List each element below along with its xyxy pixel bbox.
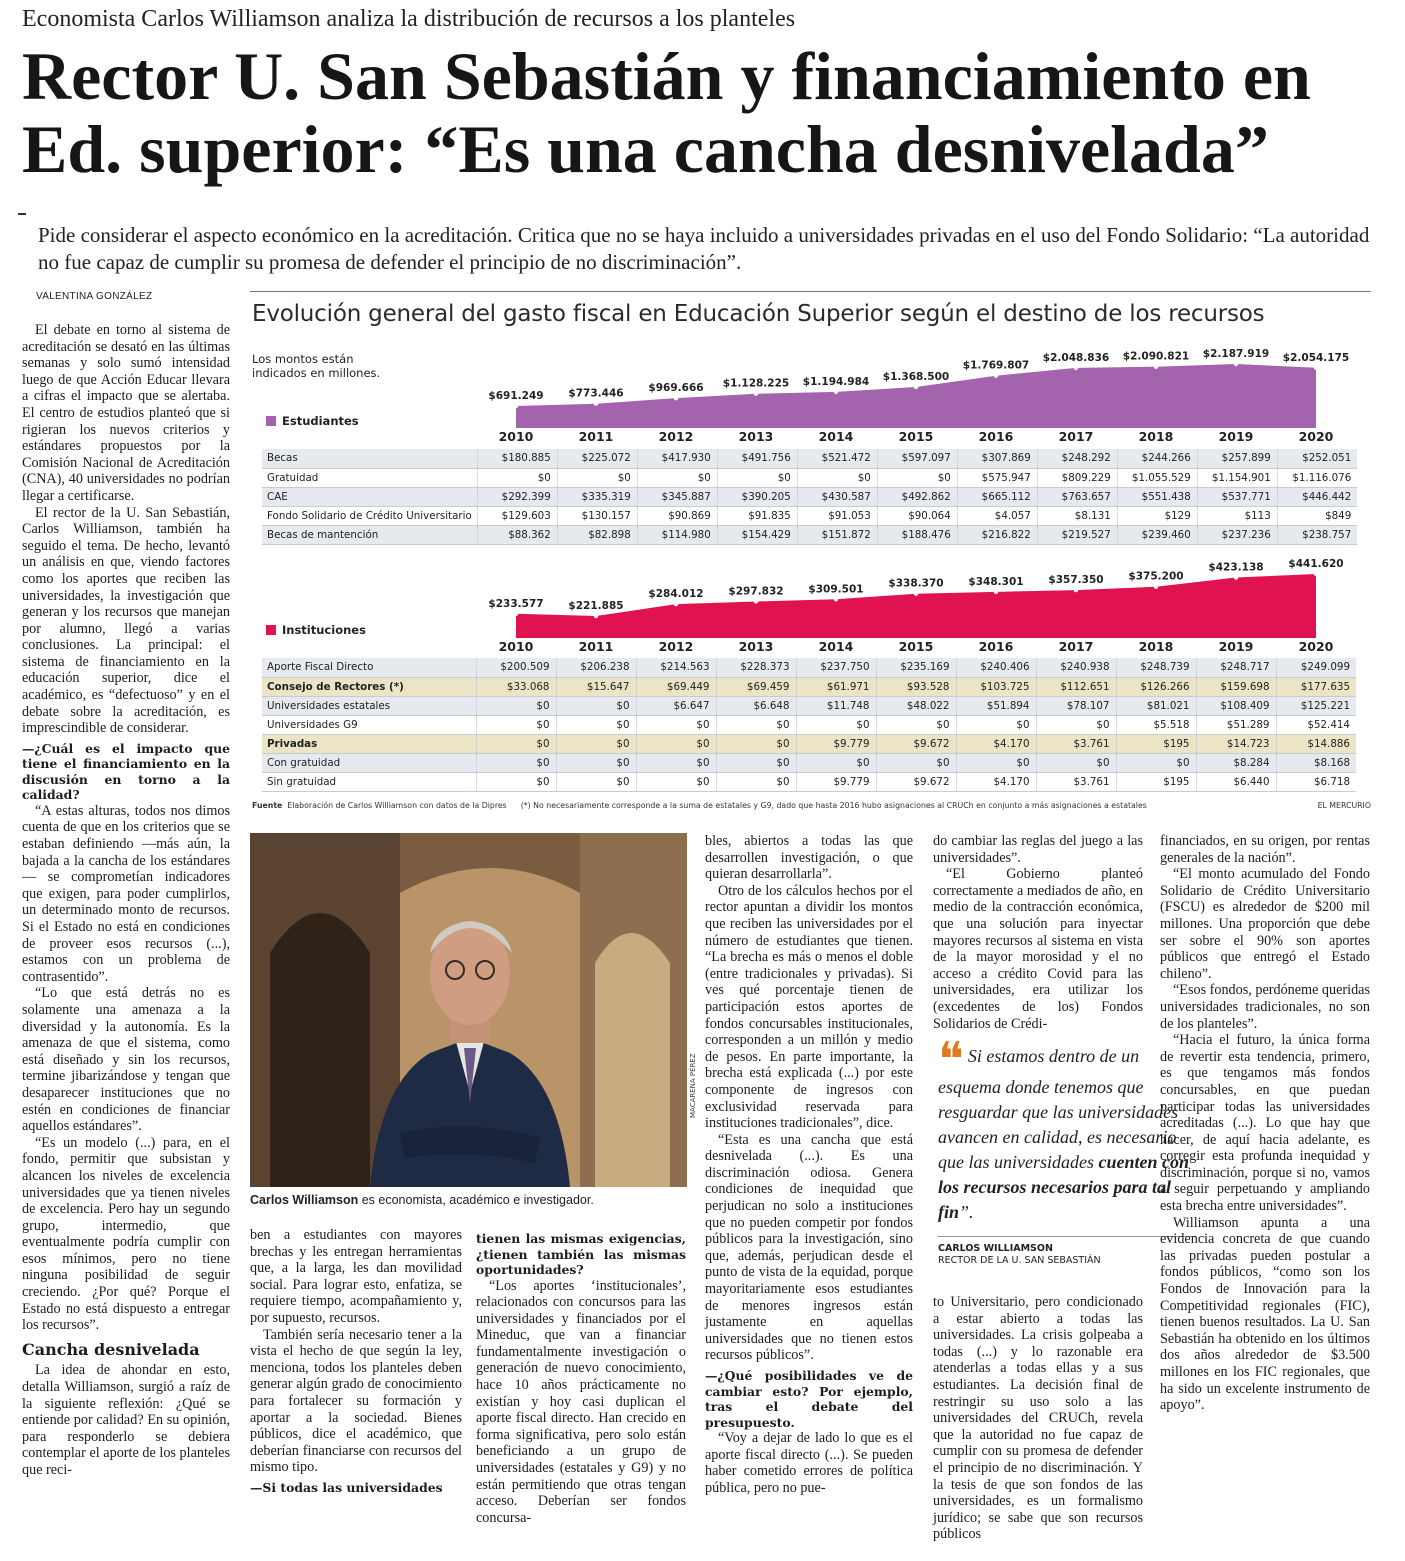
table-cell: $248.739 <box>1116 658 1196 677</box>
caption-name: Carlos Williamson <box>250 1193 359 1207</box>
table-cell: $0 <box>477 468 557 487</box>
table-cell: $0 <box>476 772 556 791</box>
table-cell: $0 <box>876 753 956 772</box>
table-cell: $129 <box>1117 506 1197 525</box>
data-label: $284.012 <box>648 588 704 601</box>
data-point <box>1074 366 1078 370</box>
table-cell: $492.862 <box>877 487 957 506</box>
table-cell: $51.289 <box>1196 715 1276 734</box>
data-point <box>834 390 838 394</box>
table-cell: $551.438 <box>1117 487 1197 506</box>
body-paragraph: “Esta es una cancha que está desnivelada (...). Es una discriminación odiosa. Genera condiciones de inequidad que perjudican no solo a instituciones que no pueden competir por fondos públicos para la investigación, sino que, además, perjudican desde el punto de vista de la equidad, porque mayoritariamente esos estudiantes de menores ingresos están justamente en aquellas universidades que no tienen estos recursos públicos”. <box>705 1131 913 1364</box>
body-paragraph: La idea de ahondar en esto, detalla Williamson, surgió a raíz de la siguiente reflexión: ¿Qué se entiende por calidad? En su opinión, para responderlo se debiera contemplar el aporte de los planteles que reci- <box>22 1362 230 1478</box>
chart-footnote: (*) No necesariamente corresponde a la suma de estatales y G9, dado que hasta 2016 hubo asignaciones al CRUCh en conjunto a más asignaciones a estatales <box>520 801 1147 810</box>
body-paragraph: El debate en torno al sistema de acreditación se desató en las últimas semanas y solo sumó intensidad luego de que Acción Educar llevara a cifras el impacto que se alertaba. El centro de estudios planteó que si rigieran los nuevos criterios y estándares propuestos por la Comisión Nacional de Acreditación (CNA), 40 universidades no podrían llegar a certificarse. <box>22 322 230 504</box>
table-cell: $430.587 <box>797 487 877 506</box>
table-cell: $195 <box>1116 772 1196 791</box>
row-label: Universidades G9 <box>262 715 476 734</box>
data-point <box>674 602 678 606</box>
chart-title: Evolución general del gasto fiscal en Educación Superior según el destino de los recursos <box>252 301 1265 327</box>
data-label: $2.187.919 <box>1202 348 1270 360</box>
table-cell: $82.898 <box>557 525 637 544</box>
table-cell: $0 <box>556 715 636 734</box>
table-cell: $0 <box>636 715 716 734</box>
table-cell: $240.406 <box>956 658 1036 677</box>
table-cell: $8.131 <box>1037 506 1117 525</box>
table-cell: $0 <box>637 468 717 487</box>
table-cell: $33.068 <box>476 677 556 696</box>
row-label: Becas de mantención <box>262 525 477 544</box>
source-label: Fuente <box>252 801 283 810</box>
chart-units-note: Los montos están indicados en millones. <box>252 352 381 380</box>
data-label: $1.769.807 <box>962 359 1030 372</box>
table-cell: $4.170 <box>956 734 1036 753</box>
table-cell: $345.887 <box>637 487 717 506</box>
year-tick-label: 2019 <box>1218 639 1254 654</box>
chart-source <box>252 801 1371 810</box>
data-label: $1.194.984 <box>802 375 870 388</box>
data-point <box>514 404 518 408</box>
body-paragraph: “Lo que está detrás no es solamente una amenaza a la diversidad y la autonomía. Es la amenaza de que el sistema, como está diseñado y sin los recursos, termine jibarizándose y tengan que desaparecer instituciones que no estén en condiciones de financiar aquellos estándares”. <box>22 985 230 1135</box>
data-label: $773.446 <box>568 387 624 400</box>
photo-caption <box>250 1193 594 1207</box>
body-paragraph: bles, abiertos a todas las que desarrollen investigación, o que quieran desarrollarla”. <box>705 833 913 883</box>
table-cell: $0 <box>796 715 876 734</box>
table-cell: $0 <box>956 753 1036 772</box>
table-cell: $114.980 <box>637 525 717 544</box>
body-paragraph: “El Gobierno planteó correctamente a mediados de año, en medio de la contracción económica, que una solución para inyectar mayores recursos al sistema en vista de la mayor morosidad y el no acceso a crédito Covid para las universidades, era utilizar los (excedentes de los) Fondos Solidarios de Crédi- <box>933 866 1143 1032</box>
table-cell: $0 <box>716 753 796 772</box>
table-cell: $9.672 <box>876 734 956 753</box>
source-text: Elaboración de Carlos Williamson con datos de la Dipres <box>287 801 507 810</box>
row-label: Consejo de Rectores (*) <box>262 677 476 696</box>
photo-credit: MACARENA PÉREZ <box>689 1053 697 1118</box>
pull-quote-rule <box>938 1236 1196 1237</box>
body-paragraph: to Universitario, pero condicionado a estar abierto a todas las universidades. La crisis golpeaba a todas (...) y lo razonable era atenderlas a todas ellas y a sus estudiantes. La decisión final de restringir su uso solo a las universidades del CRUCh, revela que la autoridad no fue capaz de cumplir con su promesa de defender el principio de no discriminación. Y la tesis de que son fondos de las universidades, es un formalismo jurídico; se sabe que son recursos públicos <box>933 1294 1143 1543</box>
year-tick-label: 2020 <box>1298 429 1334 444</box>
data-label: $297.832 <box>728 585 784 598</box>
table-cell: $91.053 <box>797 506 877 525</box>
data-point <box>754 392 758 396</box>
data-label: $357.350 <box>1048 574 1104 587</box>
year-tick-label: 2014 <box>818 639 854 654</box>
row-label: CAE <box>262 487 477 506</box>
table-cell: $78.107 <box>1036 696 1116 715</box>
data-point <box>594 614 598 618</box>
year-tick-label: 2018 <box>1138 639 1174 654</box>
table-cell: $188.476 <box>877 525 957 544</box>
table-cell: $235.169 <box>876 658 956 677</box>
year-tick-label: 2011 <box>578 429 614 444</box>
year-tick-label: 2011 <box>578 639 614 654</box>
table-cell: $0 <box>556 753 636 772</box>
table-cell: $228.373 <box>716 658 796 677</box>
table-cell: $113 <box>1197 506 1277 525</box>
table-cell: $216.822 <box>957 525 1037 544</box>
data-label: $1.368.500 <box>882 370 950 383</box>
table-cell: $249.099 <box>1276 658 1356 677</box>
byline: VALENTINA GONZÁLEZ <box>36 291 153 302</box>
pull-quote <box>938 1032 1198 1225</box>
body-column-3 <box>476 1227 686 1526</box>
body-paragraph: Williamson apunta a una evidencia concreta de que cuando las privadas pueden postular a fondos públicos, “como son los Fondos de Innovación para la Competitividad regionales (FIC), tienen buenos resultados. La U. San Sebastián ha obtenido en los últimos dos años alrededor de $3.500 millones en los FIC regionales, que ha sido un excelente instrumento de apoyo”. <box>1160 1214 1370 1414</box>
table-cell: $0 <box>556 734 636 753</box>
interview-question: —¿Qué posibilidades ve de cambiar esto? Por ejemplo, tras el debate del presupuesto. <box>705 1368 913 1430</box>
table-cell: $3.761 <box>1036 734 1116 753</box>
table-cell: $575.947 <box>957 468 1037 487</box>
table-cell: $6.440 <box>1196 772 1276 791</box>
year-tick-label: 2015 <box>898 429 934 444</box>
table-cell: $521.472 <box>797 449 877 468</box>
table-cell: $248.717 <box>1196 658 1276 677</box>
data-point <box>994 590 998 594</box>
table-cell: $9.779 <box>796 734 876 753</box>
table-row <box>262 658 1356 677</box>
year-tick-label: 2012 <box>658 639 694 654</box>
caption-text: es economista, académico e investigador. <box>358 1193 594 1207</box>
body-column-5-top <box>933 833 1143 1032</box>
table-cell: $214.563 <box>636 658 716 677</box>
body-paragraph: Otro de los cálculos hechos por el rector apuntan a dividir los montos que reciben las universidades por el número de estudiantes que tienen. “La brecha es más o menos el doble (entre tradicionales y privadas). Si ves qué porcentaje tienen de participación estos aportes de fondos concursables institucionales, corresponden a un millón y medio de pesos. En parte importante, la brecha está explicada (...) por este componente de ingresos con exclusividad reservada para instituciones tradicionales”, dice. <box>705 882 913 1132</box>
table-row <box>262 753 1356 772</box>
table-cell: $6.718 <box>1276 772 1356 791</box>
table-cell: $14.886 <box>1276 734 1356 753</box>
table-cell: $52.414 <box>1276 715 1356 734</box>
table-cell: $14.723 <box>1196 734 1276 753</box>
legend-swatch-instituciones <box>266 625 276 635</box>
table-cell: $0 <box>636 772 716 791</box>
table-cell: $6.647 <box>636 696 716 715</box>
table-cell: $103.725 <box>956 677 1036 696</box>
table-cell: $237.750 <box>796 658 876 677</box>
row-label: Fondo Solidario de Crédito Universitario <box>262 506 477 525</box>
year-tick-label: 2017 <box>1058 639 1094 654</box>
table-row <box>262 487 1357 506</box>
estudiantes-year-row <box>476 429 1356 444</box>
table-cell: $6.648 <box>716 696 796 715</box>
table-cell: $225.072 <box>557 449 637 468</box>
data-point <box>994 374 998 378</box>
table-cell: $126.266 <box>1116 677 1196 696</box>
table-cell: $0 <box>717 468 797 487</box>
body-paragraph: financiados, en su origen, por rentas generales de la nación”. <box>1160 833 1370 866</box>
table-cell: $3.761 <box>1036 772 1116 791</box>
estudiantes-table <box>262 449 1357 545</box>
body-paragraph: “Esos fondos, perdóneme queridas universidades tradicionales, no son de los planteles”. <box>1160 982 1370 1032</box>
table-cell: $335.319 <box>557 487 637 506</box>
legend-instituciones <box>266 623 366 637</box>
pull-author-role: RECTOR DE LA U. SAN SEBASTIÁN <box>938 1255 1101 1266</box>
body-paragraph: “Es un modelo (...) para, en el fondo, permitir que subsistan y alcancen los niveles de excelencia universidades que ya tienen niveles de excelencia. Pero hay un segundo grupo, intermedio, que eventualmente podría cumplir con esos mínimos, pero no tiene ninguna posibilidad de seguir creciendo. ¿Por qué? Porque el Estado no está dispuesto a entregar los recursos”. <box>22 1134 230 1334</box>
body-column-5-bottom <box>933 1294 1143 1543</box>
table-row <box>262 449 1357 468</box>
table-cell: $0 <box>1036 715 1116 734</box>
table-cell: $130.157 <box>557 506 637 525</box>
estudiantes-area-chart <box>470 346 1370 428</box>
table-cell: $292.399 <box>477 487 557 506</box>
table-cell: $0 <box>716 772 796 791</box>
interview-question: tienen las mismas exigencias, ¿tienen también las mismas oportunidades? <box>476 1231 686 1277</box>
body-column-4 <box>705 833 913 1496</box>
body-paragraph: do cambiar las reglas del juego a las universidades”. <box>933 833 1143 866</box>
table-cell: $849 <box>1277 506 1357 525</box>
data-point <box>1314 572 1318 576</box>
body-paragraph: “Los aportes ‘institucionales’, relacionados con concursos para las universidades y financiados por el Mineduc, que van a financiar fundamentalmente investigación o generación de nuevo conocimiento, hace 10 años prácticamente no existían y hoy casi duplican el aporte fiscal directo. Han crecido en forma significativa, pero solo están beneficiando a un grupo de universidades (estatales y G9) y no están permitiendo que otras tengan acceso. Deberían ser fondos concursa- <box>476 1277 686 1526</box>
table-cell: $0 <box>556 696 636 715</box>
section-heading: Cancha desnivelada <box>22 1339 200 1359</box>
table-cell: $219.527 <box>1037 525 1117 544</box>
body-paragraph: “Voy a dejar de lado lo que es el aporte fiscal directo (...). Se pueden haber cometido errores de política pública, pero no pue- <box>705 1430 913 1496</box>
table-cell: $446.442 <box>1277 487 1357 506</box>
table-cell: $0 <box>556 772 636 791</box>
year-tick-label: 2014 <box>818 429 854 444</box>
year-tick-label: 2016 <box>978 639 1014 654</box>
data-point <box>1154 365 1158 369</box>
table-cell: $180.885 <box>477 449 557 468</box>
table-cell: $1.116.076 <box>1277 468 1357 487</box>
table-cell: $0 <box>956 715 1036 734</box>
data-label: $691.249 <box>488 390 544 402</box>
pull-author-name: CARLOS WILLIAMSON <box>938 1243 1053 1254</box>
table-row <box>262 468 1357 487</box>
legend-swatch-estudiantes <box>266 416 276 426</box>
body-paragraph: “Hacia el futuro, la única forma de revertir esta tendencia, primero, es que tengamos más fondos concursables, en que puedan participar todas las universidades acreditadas (...). Lo que hay que hacer, de aquí hacia adelante, es corregir esta profunda inequidad y discriminación, porque si no, vamos a seguir perpetuando y ampliando esta brecha entre universidades”. <box>1160 1032 1370 1215</box>
year-tick-label: 2010 <box>498 639 534 654</box>
data-point <box>914 592 918 596</box>
table-cell: $240.938 <box>1036 658 1116 677</box>
table-cell: $129.603 <box>477 506 557 525</box>
year-tick-label: 2013 <box>738 429 774 444</box>
table-cell: $0 <box>476 696 556 715</box>
row-label: Privadas <box>262 734 476 753</box>
table-cell: $0 <box>476 734 556 753</box>
instituciones-area-chart <box>470 556 1370 638</box>
year-tick-label: 2018 <box>1138 429 1174 444</box>
table-row <box>262 734 1356 753</box>
data-label: $348.301 <box>968 575 1024 588</box>
pull-quote-end: ”. <box>959 1202 974 1222</box>
row-label: Becas <box>262 449 477 468</box>
portrait-illustration <box>250 833 687 1187</box>
table-cell: $665.112 <box>957 487 1037 506</box>
year-tick-label: 2016 <box>978 429 1014 444</box>
data-point <box>1234 575 1238 579</box>
table-cell: $307.869 <box>957 449 1037 468</box>
instituciones-year-row <box>476 639 1356 654</box>
table-row <box>262 715 1356 734</box>
data-label: $969.666 <box>648 382 704 395</box>
year-tick-label: 2012 <box>658 429 694 444</box>
data-label: $2.054.175 <box>1282 351 1350 364</box>
table-row <box>262 506 1357 525</box>
table-cell: $0 <box>557 468 637 487</box>
table-cell: $809.229 <box>1037 468 1117 487</box>
table-cell: $9.779 <box>796 772 876 791</box>
row-label: Gratuidad <box>262 468 477 487</box>
data-point <box>594 401 598 405</box>
legend-label-estudiantes: Estudiantes <box>282 414 359 428</box>
table-cell: $88.362 <box>477 525 557 544</box>
table-cell: $125.221 <box>1276 696 1356 715</box>
table-cell: $11.748 <box>796 696 876 715</box>
interview-question: —Si todas las universidades <box>250 1479 443 1495</box>
table-cell: $0 <box>636 753 716 772</box>
data-label: $221.885 <box>568 600 624 612</box>
body-column-1 <box>22 322 230 1479</box>
body-paragraph: El rector de la U. San Sebastián, Carlos Williamson, también ha seguido el tema. De hecho, levantó un análisis en que, viendo factores como los aportes que reciben las universidades, la investigación que generan y los recursos que manejan por alumno, llegó a varias conclusiones. La principal: el sistema de financiamiento en la educación superior, dice el académico, es “defectuoso” y en el debate sobre la acreditación, es imprescindible de considerar. <box>22 504 230 737</box>
brand-label: EL MERCURIO <box>1317 801 1371 810</box>
table-cell: $177.635 <box>1276 677 1356 696</box>
interview-question: —¿Cuál es el impacto que tiene el financiamiento en la discusión en torno a la calidad? <box>22 740 230 803</box>
table-cell: $0 <box>796 753 876 772</box>
pull-quote-author <box>938 1243 1101 1267</box>
table-cell: $763.657 <box>1037 487 1117 506</box>
data-point <box>1154 584 1158 588</box>
kicker: Economista Carlos Williamson analiza la distribución de recursos a los planteles <box>22 6 796 32</box>
data-point <box>754 599 758 603</box>
table-cell: $5.518 <box>1116 715 1196 734</box>
data-label: $309.501 <box>808 583 864 596</box>
table-cell: $90.869 <box>637 506 717 525</box>
body-paragraph: ben a estudiantes con mayores brechas y les entregan herramientas que, a la larga, les dan movilidad social. Para lograr esto, enfatiza, se requiere tiempo, acompañamiento y, por supuesto, recursos. <box>250 1227 462 1326</box>
data-label: $423.138 <box>1208 561 1264 574</box>
row-label: Aporte Fiscal Directo <box>262 658 476 677</box>
table-row <box>262 696 1356 715</box>
table-cell: $81.021 <box>1116 696 1196 715</box>
table-cell: $0 <box>1116 753 1196 772</box>
table-cell: $238.757 <box>1277 525 1357 544</box>
table-cell: $491.756 <box>717 449 797 468</box>
data-label: $338.370 <box>888 577 944 590</box>
table-cell: $248.292 <box>1037 449 1117 468</box>
table-row <box>262 677 1356 696</box>
table-cell: $195 <box>1116 734 1196 753</box>
pull-quote-bold: cuenten con los recursos necesarios para tal fin <box>938 1152 1189 1222</box>
table-cell: $159.698 <box>1196 677 1276 696</box>
table-cell: $9.672 <box>876 772 956 791</box>
table-cell: $206.238 <box>556 658 636 677</box>
table-cell: $390.205 <box>717 487 797 506</box>
table-cell: $417.930 <box>637 449 717 468</box>
table-cell: $0 <box>476 753 556 772</box>
table-row <box>262 525 1357 544</box>
table-cell: $200.509 <box>476 658 556 677</box>
row-label: Con gratuidad <box>262 753 476 772</box>
instituciones-table <box>262 658 1356 792</box>
data-point <box>914 385 918 389</box>
table-cell: $4.057 <box>957 506 1037 525</box>
table-cell: $0 <box>877 468 957 487</box>
row-label: Sin gratuidad <box>262 772 476 791</box>
body-paragraph: “El monto acumulado del Fondo Solidario de Crédito Universitario (FSCU) es alrededor de $200 mil millones. Una proporción que debe ser sobre el 90% son aportes públicos que entregó el Estado chileno”. <box>1160 866 1370 982</box>
table-cell: $0 <box>876 715 956 734</box>
data-point <box>674 396 678 400</box>
table-cell: $112.651 <box>1036 677 1116 696</box>
table-cell: $151.872 <box>797 525 877 544</box>
body-paragraph: “A estas alturas, todos nos dimos cuenta de que en los criterios que se estaban definiendo —más aún, la bajada a la cancha de los estándares— se comprometían indicadores que exigen, para poder cumplirlos, un determinado monto de recursos. Si el Estado no está en condiciones de proveer esos recursos (...), estamos con un problema de contrasentido”. <box>22 802 230 985</box>
data-label: $375.200 <box>1128 570 1184 583</box>
table-cell: $0 <box>476 715 556 734</box>
table-cell: $237.236 <box>1197 525 1277 544</box>
table-cell: $90.064 <box>877 506 957 525</box>
table-cell: $69.449 <box>636 677 716 696</box>
data-label: $1.128.225 <box>722 377 790 390</box>
year-tick-label: 2020 <box>1298 639 1334 654</box>
data-label: $2.090.821 <box>1122 350 1190 363</box>
table-cell: $108.409 <box>1196 696 1276 715</box>
year-tick-label: 2013 <box>738 639 774 654</box>
year-tick-label: 2015 <box>898 639 934 654</box>
year-tick-label: 2017 <box>1058 429 1094 444</box>
source-line <box>252 801 507 810</box>
data-point <box>834 597 838 601</box>
table-row <box>262 772 1356 791</box>
chart-top-rule <box>250 291 1371 292</box>
row-label: Universidades estatales <box>262 696 476 715</box>
table-cell: $91.835 <box>717 506 797 525</box>
table-cell: $252.051 <box>1277 449 1357 468</box>
table-cell: $0 <box>716 734 796 753</box>
year-tick-label: 2010 <box>498 429 534 444</box>
table-cell: $597.097 <box>877 449 957 468</box>
legend-estudiantes <box>266 414 359 428</box>
data-label: $233.577 <box>488 597 544 610</box>
deck: Pide considerar el aspecto económico en la acreditación. Critica que no se haya incluido a universidades privadas en el uso del Fondo Solidario: “La autoridad no fue capaz de cumplir su promesa de defender el principio de no discriminación”. <box>38 223 1370 274</box>
quote-mark-icon: ❝ <box>938 1032 964 1088</box>
table-cell: $4.170 <box>956 772 1036 791</box>
headline: Rector U. San Sebastián y financiamiento en Ed. superior: “Es una cancha desnivelada” <box>22 38 1311 187</box>
table-cell: $257.899 <box>1197 449 1277 468</box>
data-point <box>1234 362 1238 366</box>
table-cell: $1.055.529 <box>1117 468 1197 487</box>
table-cell: $1.154.901 <box>1197 468 1277 487</box>
body-column-6 <box>1160 833 1370 1414</box>
pull-quote-text: Si estamos dentro de un esquema donde tenemos que resguardar que las universidades avancen en calidad, es necesario que las universidades <box>938 1046 1179 1172</box>
table-cell: $51.894 <box>956 696 1036 715</box>
table-cell: $93.528 <box>876 677 956 696</box>
table-cell: $537.771 <box>1197 487 1277 506</box>
legend-label-instituciones: Instituciones <box>282 623 366 637</box>
body-column-2 <box>250 1227 462 1495</box>
table-cell: $244.266 <box>1117 449 1197 468</box>
table-cell: $0 <box>716 715 796 734</box>
table-cell: $69.459 <box>716 677 796 696</box>
table-cell: $15.647 <box>556 677 636 696</box>
table-cell: $61.971 <box>796 677 876 696</box>
data-label: $441.620 <box>1288 558 1344 570</box>
data-point <box>514 612 518 616</box>
table-cell: $0 <box>636 734 716 753</box>
table-cell: $8.284 <box>1196 753 1276 772</box>
table-cell: $0 <box>797 468 877 487</box>
table-cell: $48.022 <box>876 696 956 715</box>
table-cell: $239.460 <box>1117 525 1197 544</box>
deck-tick <box>18 213 26 215</box>
data-point <box>1314 366 1318 370</box>
table-cell: $8.168 <box>1276 753 1356 772</box>
data-point <box>1074 588 1078 592</box>
data-label: $2.048.836 <box>1042 351 1110 364</box>
table-cell: $154.429 <box>717 525 797 544</box>
year-tick-label: 2019 <box>1218 429 1254 444</box>
table-cell: $0 <box>1036 753 1116 772</box>
body-paragraph: También sería necesario tener a la vista el hecho de que según la ley, menciona, todos los planteles deben generar algún grado de conocimiento para fortalecer su formación y aportar a la sociedad. Bienes públicos, dice el académico, que deberían financiarse con recursos del mismo tipo. <box>250 1326 462 1476</box>
portrait-photo <box>250 833 687 1187</box>
